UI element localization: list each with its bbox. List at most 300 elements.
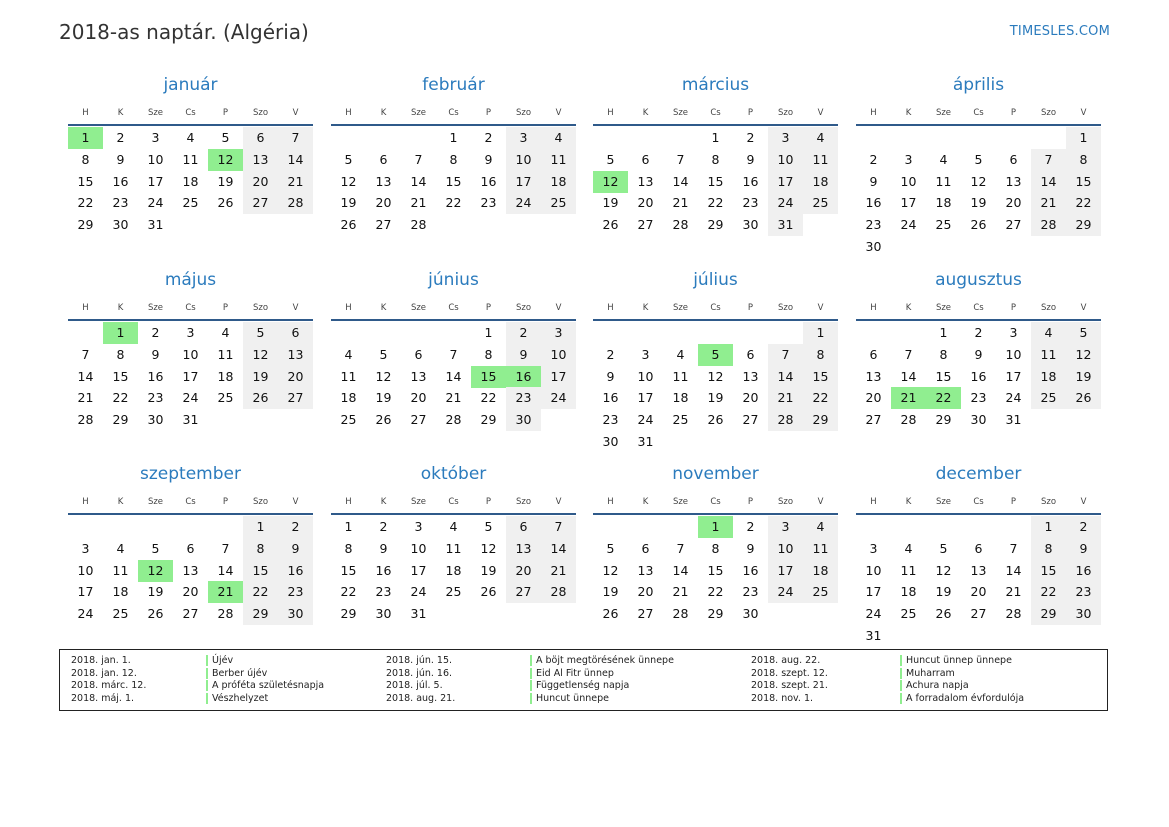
- day-cell[interactable]: 3: [1009, 325, 1018, 340]
- day-cell[interactable]: 2: [746, 130, 755, 145]
- day-cell[interactable]: 5: [974, 151, 983, 167]
- day-cell[interactable]: 12: [602, 562, 619, 578]
- day-cell[interactable]: 31: [182, 412, 199, 428]
- day-cell[interactable]: 21: [1005, 584, 1022, 600]
- day-cell[interactable]: 3: [641, 346, 650, 362]
- day-cell[interactable]: 30: [112, 217, 129, 233]
- day-cell[interactable]: 8: [711, 540, 720, 556]
- day-cell[interactable]: 31: [768, 214, 803, 236]
- day-cell[interactable]: 24: [768, 192, 803, 214]
- day-cell[interactable]: 8: [1066, 149, 1101, 171]
- day-cell[interactable]: 10: [900, 173, 917, 189]
- day-cell[interactable]: 11: [803, 538, 838, 560]
- day-cell[interactable]: 27: [970, 606, 987, 622]
- day-cell[interactable]: 18: [672, 390, 689, 406]
- day-cell[interactable]: 14: [410, 173, 427, 189]
- day-cell[interactable]: 3: [81, 540, 90, 556]
- day-cell[interactable]: 5: [344, 151, 353, 167]
- day-cell[interactable]: 26: [707, 412, 724, 428]
- day-cell[interactable]: 16: [742, 173, 759, 189]
- day-cell[interactable]: 9: [974, 346, 983, 362]
- day-cell[interactable]: 4: [186, 130, 195, 145]
- day-cell[interactable]: 23: [506, 387, 541, 409]
- day-cell[interactable]: 29: [707, 606, 724, 622]
- day-cell[interactable]: 9: [116, 151, 125, 167]
- day-cell[interactable]: 13: [182, 562, 199, 578]
- day-cell[interactable]: 1: [803, 322, 838, 344]
- day-cell[interactable]: 10: [768, 538, 803, 560]
- day-cell[interactable]: 13: [865, 368, 882, 384]
- day-cell[interactable]: 25: [541, 192, 576, 214]
- day-cell[interactable]: 24: [768, 581, 803, 603]
- day-cell[interactable]: 14: [278, 149, 313, 171]
- day-cell[interactable]: 19: [480, 562, 497, 578]
- day-cell[interactable]: 27: [506, 581, 541, 603]
- day-cell[interactable]: 27: [410, 412, 427, 428]
- day-cell[interactable]: 31: [1005, 412, 1022, 428]
- day-cell[interactable]: 2: [151, 325, 160, 340]
- day-cell[interactable]: 3: [151, 130, 160, 145]
- day-cell[interactable]: 4: [803, 516, 838, 538]
- day-cell[interactable]: 27: [637, 606, 654, 622]
- holiday-day-cell[interactable]: 15: [471, 366, 506, 388]
- day-cell[interactable]: 26: [935, 606, 952, 622]
- day-cell[interactable]: 19: [935, 584, 952, 600]
- day-cell[interactable]: 30: [375, 606, 392, 622]
- day-cell[interactable]: 16: [865, 195, 882, 211]
- day-cell[interactable]: 13: [375, 173, 392, 189]
- day-cell[interactable]: 5: [221, 130, 230, 145]
- day-cell[interactable]: 26: [480, 584, 497, 600]
- day-cell[interactable]: 2: [606, 346, 615, 362]
- day-cell[interactable]: 17: [637, 390, 654, 406]
- day-cell[interactable]: 17: [541, 366, 576, 388]
- day-cell[interactable]: 25: [340, 412, 357, 428]
- day-cell[interactable]: 1: [449, 130, 458, 145]
- day-cell[interactable]: 26: [602, 606, 619, 622]
- day-cell[interactable]: 22: [1066, 192, 1101, 214]
- day-cell[interactable]: 27: [865, 412, 882, 428]
- day-cell[interactable]: 5: [484, 519, 493, 534]
- day-cell[interactable]: 1: [939, 325, 948, 340]
- day-cell[interactable]: 14: [1031, 171, 1066, 193]
- day-cell[interactable]: 5: [151, 540, 160, 556]
- day-cell[interactable]: 18: [217, 368, 234, 384]
- day-cell[interactable]: 11: [112, 562, 129, 578]
- day-cell[interactable]: 10: [506, 149, 541, 171]
- day-cell[interactable]: 27: [637, 217, 654, 233]
- day-cell[interactable]: 27: [243, 192, 278, 214]
- day-cell[interactable]: 11: [217, 346, 234, 362]
- day-cell[interactable]: 12: [375, 368, 392, 384]
- day-cell[interactable]: 14: [217, 562, 234, 578]
- day-cell[interactable]: 19: [243, 366, 278, 388]
- day-cell[interactable]: 23: [147, 390, 164, 406]
- day-cell[interactable]: 14: [445, 368, 462, 384]
- day-cell[interactable]: 8: [116, 346, 125, 362]
- day-cell[interactable]: 4: [344, 346, 353, 362]
- day-cell[interactable]: 28: [278, 192, 313, 214]
- day-cell[interactable]: 15: [112, 368, 129, 384]
- day-cell[interactable]: 15: [243, 560, 278, 582]
- day-cell[interactable]: 23: [970, 390, 987, 406]
- day-cell[interactable]: 26: [217, 195, 234, 211]
- day-cell[interactable]: 4: [449, 519, 458, 534]
- day-cell[interactable]: 13: [410, 368, 427, 384]
- day-cell[interactable]: 23: [865, 217, 882, 233]
- day-cell[interactable]: 24: [541, 387, 576, 409]
- day-cell[interactable]: 21: [672, 584, 689, 600]
- day-cell[interactable]: 7: [414, 151, 423, 167]
- day-cell[interactable]: 30: [970, 412, 987, 428]
- day-cell[interactable]: 10: [865, 562, 882, 578]
- holiday-day-cell[interactable]: 21: [891, 387, 926, 409]
- day-cell[interactable]: 17: [768, 171, 803, 193]
- day-cell[interactable]: 6: [379, 151, 388, 167]
- day-cell[interactable]: 18: [935, 195, 952, 211]
- day-cell[interactable]: 26: [602, 217, 619, 233]
- day-cell[interactable]: 28: [410, 217, 427, 233]
- day-cell[interactable]: 11: [803, 149, 838, 171]
- day-cell[interactable]: 11: [1031, 344, 1066, 366]
- day-cell[interactable]: 25: [672, 412, 689, 428]
- day-cell[interactable]: 12: [243, 344, 278, 366]
- holiday-day-cell[interactable]: 22: [926, 387, 961, 409]
- day-cell[interactable]: 16: [602, 390, 619, 406]
- day-cell[interactable]: 7: [449, 346, 458, 362]
- day-cell[interactable]: 8: [803, 344, 838, 366]
- day-cell[interactable]: 21: [278, 171, 313, 193]
- day-cell[interactable]: 28: [217, 606, 234, 622]
- day-cell[interactable]: 19: [707, 390, 724, 406]
- day-cell[interactable]: 16: [278, 560, 313, 582]
- day-cell[interactable]: 22: [77, 195, 94, 211]
- day-cell[interactable]: 4: [939, 151, 948, 167]
- day-cell[interactable]: 4: [221, 325, 230, 340]
- day-cell[interactable]: 21: [541, 560, 576, 582]
- day-cell[interactable]: 28: [672, 217, 689, 233]
- day-cell[interactable]: 9: [869, 173, 878, 189]
- day-cell[interactable]: 16: [112, 173, 129, 189]
- day-cell[interactable]: 14: [77, 368, 94, 384]
- day-cell[interactable]: 24: [900, 217, 917, 233]
- day-cell[interactable]: 30: [278, 603, 313, 625]
- day-cell[interactable]: 6: [974, 540, 983, 556]
- holiday-day-cell[interactable]: 1: [68, 127, 103, 149]
- day-cell[interactable]: 7: [541, 516, 576, 538]
- day-cell[interactable]: 6: [186, 540, 195, 556]
- day-cell[interactable]: 20: [970, 584, 987, 600]
- day-cell[interactable]: 30: [865, 239, 882, 254]
- day-cell[interactable]: 15: [1031, 560, 1066, 582]
- day-cell[interactable]: 3: [414, 519, 423, 534]
- day-cell[interactable]: 19: [602, 195, 619, 211]
- day-cell[interactable]: 8: [711, 151, 720, 167]
- day-cell[interactable]: 26: [243, 387, 278, 409]
- day-cell[interactable]: 7: [676, 151, 685, 167]
- day-cell[interactable]: 30: [742, 606, 759, 622]
- day-cell[interactable]: 24: [506, 192, 541, 214]
- day-cell[interactable]: 9: [746, 151, 755, 167]
- day-cell[interactable]: 25: [803, 192, 838, 214]
- day-cell[interactable]: 15: [1066, 171, 1101, 193]
- day-cell[interactable]: 29: [112, 412, 129, 428]
- day-cell[interactable]: 2: [278, 516, 313, 538]
- day-cell[interactable]: 24: [147, 195, 164, 211]
- day-cell[interactable]: 11: [340, 368, 357, 384]
- day-cell[interactable]: 18: [182, 173, 199, 189]
- day-cell[interactable]: 25: [900, 606, 917, 622]
- day-cell[interactable]: 20: [637, 195, 654, 211]
- day-cell[interactable]: 15: [707, 562, 724, 578]
- day-cell[interactable]: 29: [707, 217, 724, 233]
- day-cell[interactable]: 21: [445, 390, 462, 406]
- day-cell[interactable]: 30: [602, 434, 619, 449]
- day-cell[interactable]: 26: [375, 412, 392, 428]
- day-cell[interactable]: 14: [900, 368, 917, 384]
- day-cell[interactable]: 5: [243, 322, 278, 344]
- day-cell[interactable]: 3: [768, 127, 803, 149]
- day-cell[interactable]: 5: [939, 540, 948, 556]
- day-cell[interactable]: 13: [742, 368, 759, 384]
- day-cell[interactable]: 10: [768, 149, 803, 171]
- day-cell[interactable]: 15: [340, 562, 357, 578]
- day-cell[interactable]: 3: [506, 127, 541, 149]
- day-cell[interactable]: 10: [410, 540, 427, 556]
- day-cell[interactable]: 21: [410, 195, 427, 211]
- day-cell[interactable]: 29: [480, 412, 497, 428]
- day-cell[interactable]: 7: [278, 127, 313, 149]
- day-cell[interactable]: 2: [746, 519, 755, 534]
- day-cell[interactable]: 5: [1066, 322, 1101, 344]
- day-cell[interactable]: 12: [480, 540, 497, 556]
- day-cell[interactable]: 5: [606, 151, 615, 167]
- day-cell[interactable]: 3: [768, 516, 803, 538]
- day-cell[interactable]: 14: [672, 562, 689, 578]
- day-cell[interactable]: 16: [480, 173, 497, 189]
- day-cell[interactable]: 16: [970, 368, 987, 384]
- day-cell[interactable]: 22: [1031, 581, 1066, 603]
- day-cell[interactable]: 15: [445, 173, 462, 189]
- day-cell[interactable]: 23: [480, 195, 497, 211]
- day-cell[interactable]: 30: [147, 412, 164, 428]
- day-cell[interactable]: 2: [116, 130, 125, 145]
- day-cell[interactable]: 20: [506, 560, 541, 582]
- day-cell[interactable]: 1: [243, 516, 278, 538]
- day-cell[interactable]: 2: [1066, 516, 1101, 538]
- day-cell[interactable]: 27: [278, 387, 313, 409]
- site-brand-link[interactable]: TIMESLES.COM: [1009, 24, 1110, 39]
- day-cell[interactable]: 10: [1005, 346, 1022, 362]
- day-cell[interactable]: 31: [637, 434, 654, 449]
- day-cell[interactable]: 20: [1005, 195, 1022, 211]
- day-cell[interactable]: 15: [803, 366, 838, 388]
- day-cell[interactable]: 29: [77, 217, 94, 233]
- day-cell[interactable]: 20: [742, 390, 759, 406]
- holiday-day-cell[interactable]: 12: [593, 171, 628, 193]
- day-cell[interactable]: 14: [672, 173, 689, 189]
- day-cell[interactable]: 28: [541, 581, 576, 603]
- day-cell[interactable]: 28: [768, 409, 803, 431]
- day-cell[interactable]: 25: [217, 390, 234, 406]
- day-cell[interactable]: 17: [182, 368, 199, 384]
- day-cell[interactable]: 9: [1066, 538, 1101, 560]
- day-cell[interactable]: 11: [935, 173, 952, 189]
- day-cell[interactable]: 28: [900, 412, 917, 428]
- day-cell[interactable]: 12: [970, 173, 987, 189]
- day-cell[interactable]: 22: [707, 195, 724, 211]
- day-cell[interactable]: 13: [1005, 173, 1022, 189]
- day-cell[interactable]: 20: [410, 390, 427, 406]
- day-cell[interactable]: 13: [637, 562, 654, 578]
- day-cell[interactable]: 20: [637, 584, 654, 600]
- day-cell[interactable]: 12: [1066, 344, 1101, 366]
- day-cell[interactable]: 6: [1009, 151, 1018, 167]
- day-cell[interactable]: 28: [77, 412, 94, 428]
- day-cell[interactable]: 28: [445, 412, 462, 428]
- day-cell[interactable]: 20: [243, 171, 278, 193]
- day-cell[interactable]: 25: [182, 195, 199, 211]
- day-cell[interactable]: 11: [672, 368, 689, 384]
- day-cell[interactable]: 1: [711, 130, 720, 145]
- day-cell[interactable]: 25: [803, 581, 838, 603]
- day-cell[interactable]: 1: [1031, 516, 1066, 538]
- day-cell[interactable]: 25: [445, 584, 462, 600]
- day-cell[interactable]: 9: [506, 344, 541, 366]
- day-cell[interactable]: 24: [182, 390, 199, 406]
- day-cell[interactable]: 6: [506, 516, 541, 538]
- day-cell[interactable]: 14: [1005, 562, 1022, 578]
- day-cell[interactable]: 28: [672, 606, 689, 622]
- day-cell[interactable]: 8: [939, 346, 948, 362]
- day-cell[interactable]: 6: [414, 346, 423, 362]
- day-cell[interactable]: 22: [243, 581, 278, 603]
- day-cell[interactable]: 5: [379, 346, 388, 362]
- day-cell[interactable]: 2: [869, 151, 878, 167]
- day-cell[interactable]: 25: [1031, 387, 1066, 409]
- holiday-day-cell[interactable]: 5: [698, 344, 733, 366]
- day-cell[interactable]: 17: [77, 584, 94, 600]
- day-cell[interactable]: 11: [182, 151, 199, 167]
- day-cell[interactable]: 19: [217, 173, 234, 189]
- day-cell[interactable]: 30: [506, 409, 541, 431]
- day-cell[interactable]: 13: [506, 538, 541, 560]
- day-cell[interactable]: 28: [1005, 606, 1022, 622]
- day-cell[interactable]: 31: [410, 606, 427, 622]
- day-cell[interactable]: 22: [112, 390, 129, 406]
- day-cell[interactable]: 19: [970, 195, 987, 211]
- day-cell[interactable]: 17: [900, 195, 917, 211]
- day-cell[interactable]: 4: [803, 127, 838, 149]
- day-cell[interactable]: 25: [112, 606, 129, 622]
- holiday-day-cell[interactable]: 16: [506, 366, 541, 388]
- day-cell[interactable]: 29: [1066, 214, 1101, 236]
- day-cell[interactable]: 18: [900, 584, 917, 600]
- day-cell[interactable]: 7: [904, 346, 913, 362]
- day-cell[interactable]: 16: [742, 562, 759, 578]
- day-cell[interactable]: 4: [116, 540, 125, 556]
- holiday-day-cell[interactable]: 1: [103, 322, 138, 344]
- day-cell[interactable]: 31: [147, 217, 164, 233]
- day-cell[interactable]: 17: [506, 171, 541, 193]
- day-cell[interactable]: 3: [904, 151, 913, 167]
- day-cell[interactable]: 29: [935, 412, 952, 428]
- day-cell[interactable]: 23: [742, 584, 759, 600]
- day-cell[interactable]: 23: [602, 412, 619, 428]
- day-cell[interactable]: 1: [484, 325, 493, 340]
- day-cell[interactable]: 27: [742, 412, 759, 428]
- day-cell[interactable]: 25: [935, 217, 952, 233]
- day-cell[interactable]: 22: [340, 584, 357, 600]
- day-cell[interactable]: 23: [742, 195, 759, 211]
- day-cell[interactable]: 13: [970, 562, 987, 578]
- day-cell[interactable]: 24: [1005, 390, 1022, 406]
- day-cell[interactable]: 24: [410, 584, 427, 600]
- day-cell[interactable]: 22: [707, 584, 724, 600]
- day-cell[interactable]: 15: [935, 368, 952, 384]
- day-cell[interactable]: 26: [1066, 387, 1101, 409]
- day-cell[interactable]: 15: [707, 173, 724, 189]
- holiday-day-cell[interactable]: 21: [208, 581, 243, 603]
- day-cell[interactable]: 30: [1066, 603, 1101, 625]
- day-cell[interactable]: 5: [606, 540, 615, 556]
- day-cell[interactable]: 29: [340, 606, 357, 622]
- day-cell[interactable]: 29: [1031, 603, 1066, 625]
- day-cell[interactable]: 19: [1066, 366, 1101, 388]
- holiday-day-cell[interactable]: 12: [208, 149, 243, 171]
- day-cell[interactable]: 17: [768, 560, 803, 582]
- day-cell[interactable]: 22: [445, 195, 462, 211]
- day-cell[interactable]: 8: [1031, 538, 1066, 560]
- day-cell[interactable]: 21: [77, 390, 94, 406]
- day-cell[interactable]: 10: [541, 344, 576, 366]
- day-cell[interactable]: 2: [379, 519, 388, 534]
- day-cell[interactable]: 26: [340, 217, 357, 233]
- holiday-day-cell[interactable]: 12: [138, 560, 173, 582]
- day-cell[interactable]: 27: [375, 217, 392, 233]
- day-cell[interactable]: 21: [768, 387, 803, 409]
- day-cell[interactable]: 3: [541, 322, 576, 344]
- day-cell[interactable]: 8: [81, 151, 90, 167]
- day-cell[interactable]: 26: [970, 217, 987, 233]
- day-cell[interactable]: 8: [344, 540, 353, 556]
- day-cell[interactable]: 23: [375, 584, 392, 600]
- day-cell[interactable]: 8: [243, 538, 278, 560]
- day-cell[interactable]: 2: [974, 325, 983, 340]
- day-cell[interactable]: 31: [865, 628, 882, 643]
- day-cell[interactable]: 3: [186, 325, 195, 340]
- day-cell[interactable]: 11: [900, 562, 917, 578]
- day-cell[interactable]: 19: [147, 584, 164, 600]
- day-cell[interactable]: 29: [803, 409, 838, 431]
- day-cell[interactable]: 7: [81, 346, 90, 362]
- day-cell[interactable]: 9: [379, 540, 388, 556]
- day-cell[interactable]: 8: [484, 346, 493, 362]
- day-cell[interactable]: 20: [865, 390, 882, 406]
- day-cell[interactable]: 16: [375, 562, 392, 578]
- day-cell[interactable]: 1: [1066, 127, 1101, 149]
- day-cell[interactable]: 14: [541, 538, 576, 560]
- day-cell[interactable]: 23: [1066, 581, 1101, 603]
- day-cell[interactable]: 24: [865, 606, 882, 622]
- day-cell[interactable]: 21: [672, 195, 689, 211]
- day-cell[interactable]: 7: [1031, 149, 1066, 171]
- day-cell[interactable]: 26: [147, 606, 164, 622]
- day-cell[interactable]: 2: [484, 130, 493, 145]
- day-cell[interactable]: 18: [1031, 366, 1066, 388]
- day-cell[interactable]: 17: [865, 584, 882, 600]
- day-cell[interactable]: 7: [676, 540, 685, 556]
